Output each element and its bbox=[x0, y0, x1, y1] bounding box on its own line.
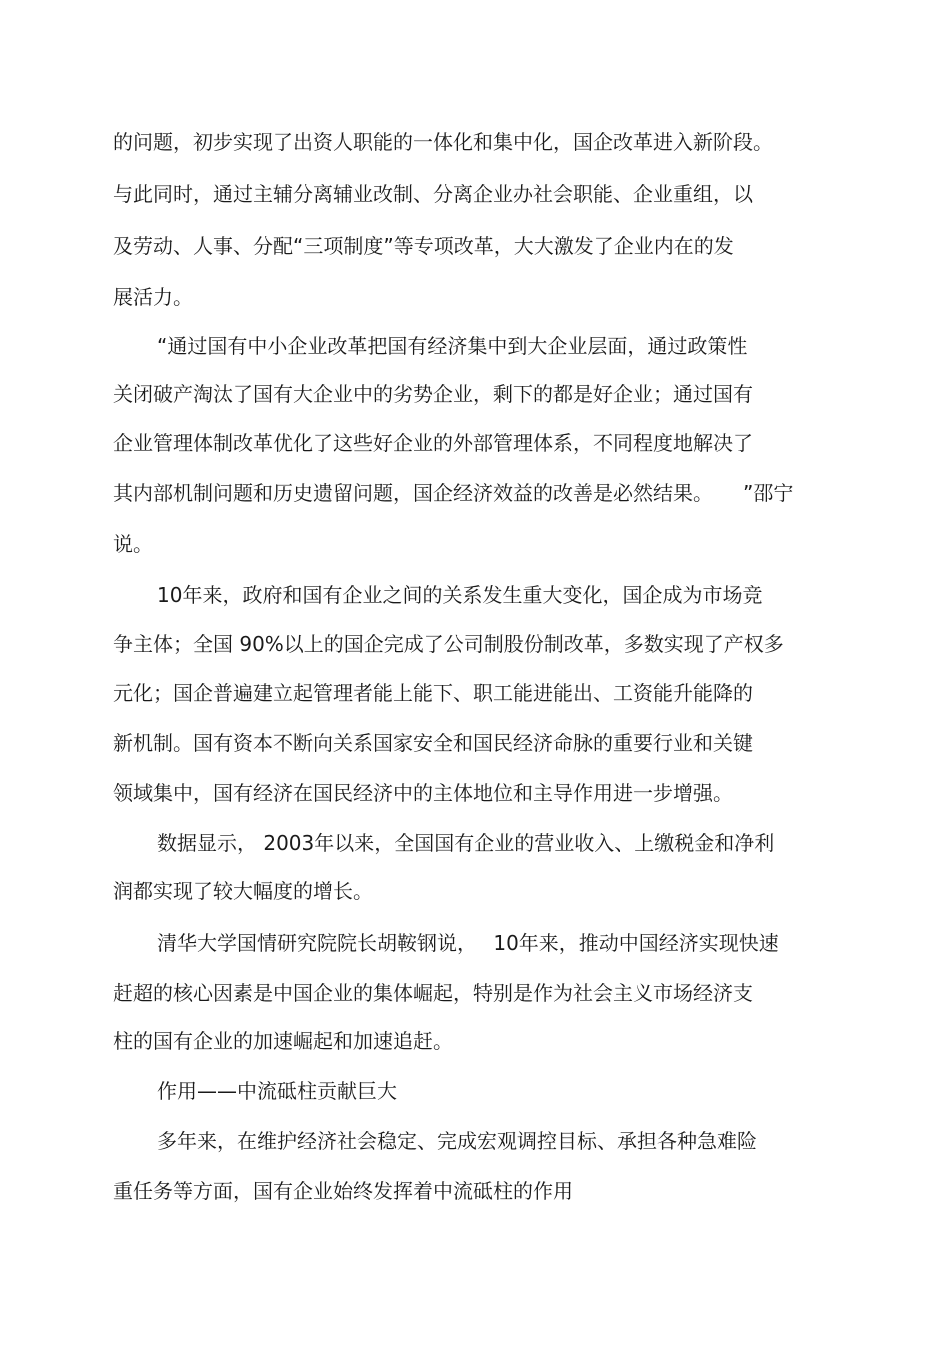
paragraph-line: 说。 bbox=[113, 532, 153, 556]
paragraph-line: 赶超的核心因素是中国企业的集体崛起，特别是作为社会主义市场经济支 bbox=[113, 981, 753, 1005]
paragraph-line: 其内部机制问题和历史遗留问题，国企经济效益的改善是必然结果。 ”邵宁 bbox=[113, 481, 794, 505]
section-heading: 作用——中流砥柱贡献巨大 bbox=[157, 1079, 397, 1103]
paragraph-line: 争主体；全国 90%以上的国企完成了公司制股份制改革，多数实现了产权多 bbox=[113, 632, 784, 656]
paragraph-line: “通过国有中小企业改革把国有经济集中到大企业层面，通过政策性 bbox=[157, 334, 748, 358]
paragraph-line: 柱的国有企业的加速崛起和加速追赶。 bbox=[113, 1029, 453, 1053]
paragraph-line: 关闭破产淘汰了国有大企业中的劣势企业，剩下的都是好企业；通过国有 bbox=[113, 382, 753, 406]
paragraph-line: 与此同时，通过主辅分离辅业改制、分离企业办社会职能、企业重组，以 bbox=[113, 182, 753, 206]
paragraph-line: 展活力。 bbox=[113, 285, 193, 309]
paragraph-line: 多年来，在维护经济社会稳定、完成宏观调控目标、承担各种急难险 bbox=[157, 1129, 757, 1153]
paragraph-line: 重任务等方面，国有企业始终发挥着中流砥柱的作用 bbox=[113, 1179, 573, 1203]
paragraph-line: 数据显示， 2003年以来，全国国有企业的营业收入、上缴税金和净利 bbox=[157, 831, 775, 855]
paragraph-line: 10年来，政府和国有企业之间的关系发生重大变化，国企成为市场竞 bbox=[157, 583, 763, 607]
paragraph-line: 及劳动、人事、分配“三项制度”等专项改革，大大激发了企业内在的发 bbox=[113, 234, 734, 258]
paragraph-line: 新机制。国有资本不断向关系国家安全和国民经济命脉的重要行业和关键 bbox=[113, 731, 753, 755]
paragraph-line: 清华大学国情研究院院长胡鞍钢说， 10年来，推动中国经济实现快速 bbox=[157, 931, 779, 955]
paragraph-line: 的问题，初步实现了出资人职能的一体化和集中化，国企改革进入新阶段。 bbox=[113, 130, 773, 154]
paragraph-line: 企业管理体制改革优化了这些好企业的外部管理体系，不同程度地解决了 bbox=[113, 431, 753, 455]
paragraph-line: 润都实现了较大幅度的增长。 bbox=[113, 879, 373, 903]
paragraph-line: 领域集中，国有经济在国民经济中的主体地位和主导作用进一步增强。 bbox=[113, 781, 733, 805]
paragraph-line: 元化；国企普遍建立起管理者能上能下、职工能进能出、工资能升能降的 bbox=[113, 681, 753, 705]
